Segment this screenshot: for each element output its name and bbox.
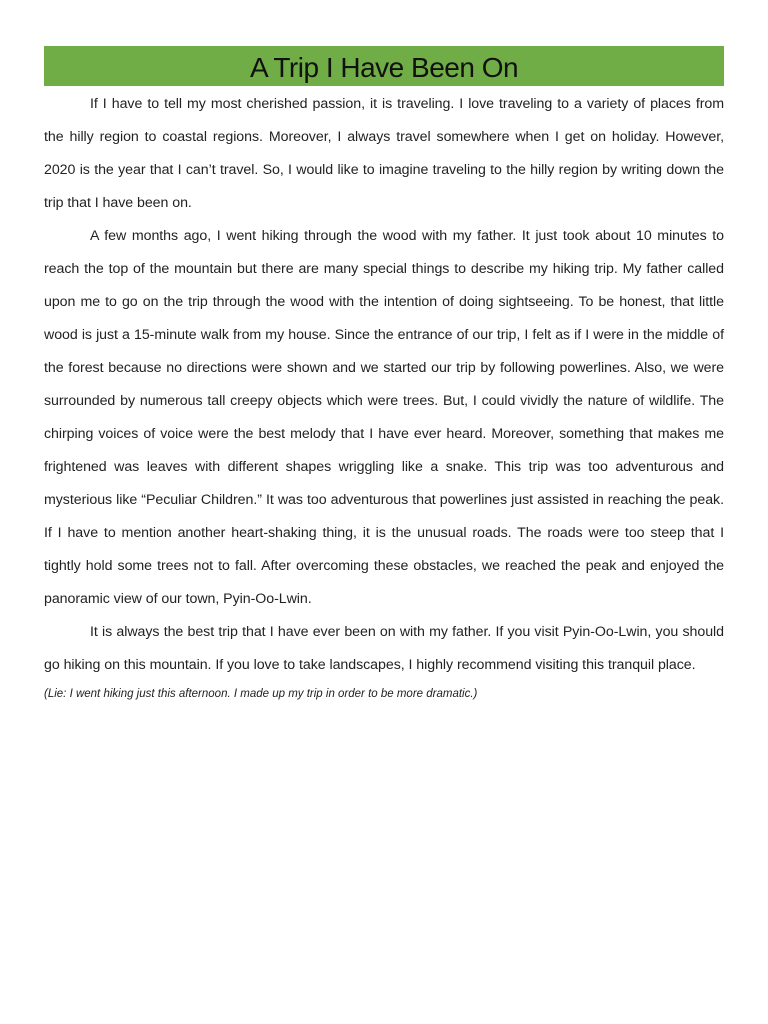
title-banner xyxy=(44,46,724,86)
document-title: A Trip I Have Been On xyxy=(249,52,519,83)
paragraph-intro: If I have to tell my most cherished passion, it is traveling. I love traveling to a variety of places from the hilly region to coastal regions. Moreover, I always travel somewhere when I get on holiday. However, 2020 is the year that I can’t travel. So, I would like to imagine traveling to the hilly region by writing down the trip that I have been on. xyxy=(44,96,724,211)
footnote: (Lie: I went hiking just this afternoon. I made up my trip in order to be more dramatic.) xyxy=(44,688,478,700)
document-page xyxy=(44,46,724,704)
paragraph-conclusion: It is always the best trip that I have ever been on with my father. If you visit Pyin-Oo-Lwin, you should go hiking on this mountain. If you love to take landscapes, I highly recommend visiting this tranquil place. xyxy=(44,624,724,673)
paragraph-hiking-trip: A few months ago, I went hiking through the wood with my father. It just took about 10 minutes to reach the top of the mountain but there are many special things to describe my hiking trip. My father called upon me to go on the trip through the wood with the intention of doing sightseeing. To be honest, that little wood is just a 15-minute walk from my house. Since the entrance of our trip, I felt as if I were in the middle of the forest because no directions were shown and we started our trip by following powerlines. Also, we were surrounded by numerous tall creepy objects which were trees. But, I could vividly the nature of wildlife. The chirping voices of voice were the best melody that I have ever heard. Moreover, something that makes me frightened was leaves with different shapes wriggling like a snake. This trip was too adventurous and mysterious like “Peculiar Children.” It was too adventurous that powerlines just assisted in reaching the peak. If I have to mention another heart-shaking thing, it is the unusual roads. The roads were too steep that I tightly hold some trees not to fall. After overcoming these obstacles, we reached the peak and enjoyed the panoramic view of our town, Pyin-Oo-Lwin. xyxy=(44,228,724,607)
document-body xyxy=(44,88,724,704)
